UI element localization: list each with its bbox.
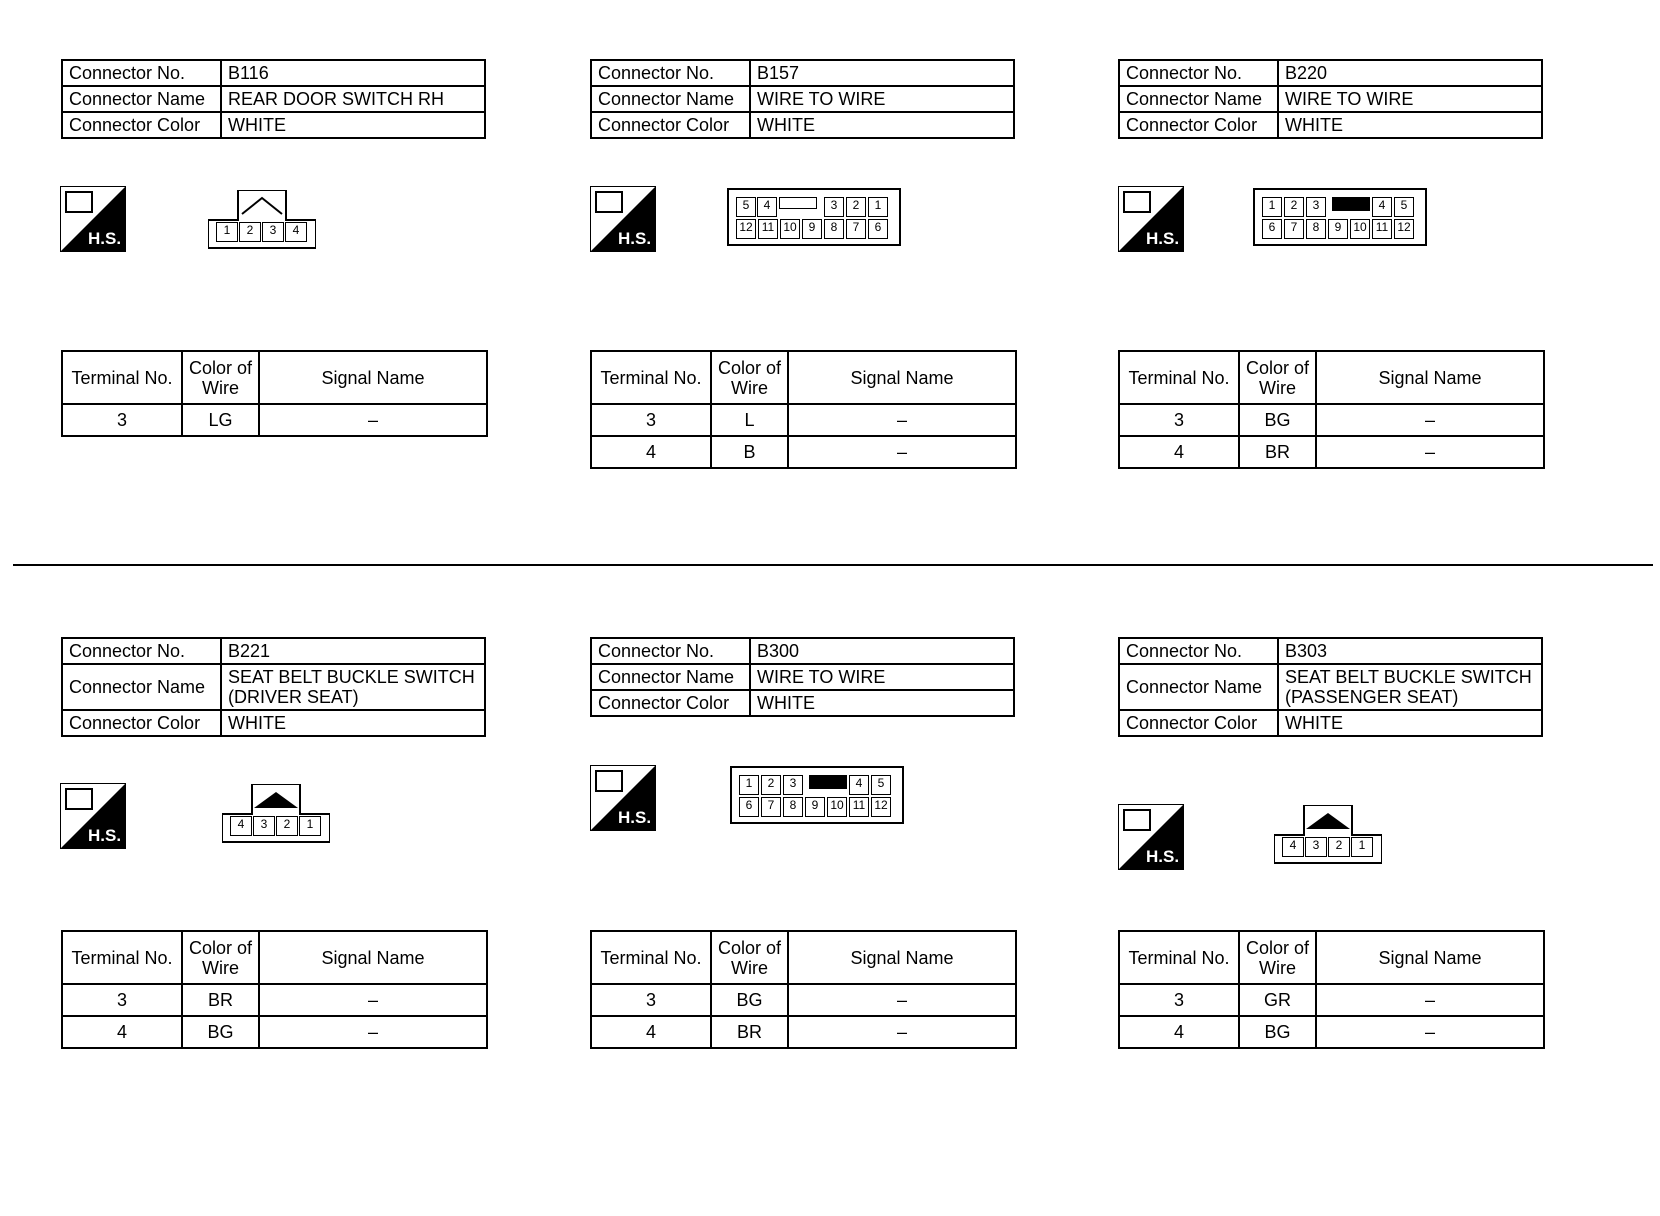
pin: 8: [1306, 219, 1326, 239]
hs-label: H.S.: [1146, 847, 1180, 866]
terminal-no: 4: [591, 436, 711, 468]
header-color-of-wire: Color of Wire: [182, 351, 259, 404]
keyway-block: [1332, 197, 1370, 211]
connector-info-b300: [590, 637, 1015, 717]
pin-blank: [779, 197, 817, 209]
connector-color-value: WHITE: [750, 690, 1014, 716]
table-row: [1119, 404, 1544, 436]
pin: 2: [1284, 197, 1304, 217]
connector-face-b300: [730, 766, 904, 824]
header-color-of-wire: Color of Wire: [1239, 931, 1316, 984]
label-connector-color: Connector Color: [591, 112, 750, 138]
header-signal-name: Signal Name: [1316, 931, 1544, 984]
pin: 4: [1372, 197, 1392, 217]
connector-color-value: WHITE: [1278, 710, 1542, 736]
connector-face-b116: [208, 190, 316, 250]
pin: 3: [824, 197, 844, 217]
pin: 10: [780, 219, 800, 239]
connector-no-value: B220: [1278, 60, 1542, 86]
label-connector-name: Connector Name: [62, 86, 221, 112]
wire-color: BG: [711, 984, 788, 1016]
pin: 12: [1394, 219, 1414, 239]
section-divider: [13, 564, 1653, 566]
wire-color: GR: [1239, 984, 1316, 1016]
pin: 4: [1282, 837, 1304, 857]
signal-name: –: [788, 1016, 1016, 1048]
pin: 7: [846, 219, 866, 239]
signal-name: –: [259, 1016, 487, 1048]
connector-color-value: WHITE: [750, 112, 1014, 138]
pin: 9: [1328, 219, 1348, 239]
pin: 2: [846, 197, 866, 217]
harness-side-icon: [590, 186, 656, 252]
connector-info-b221: [61, 637, 486, 737]
signal-name: –: [1316, 1016, 1544, 1048]
signal-name: –: [788, 404, 1016, 436]
table-row: [591, 436, 1016, 468]
pin: 12: [736, 219, 756, 239]
terminal-no: 3: [1119, 404, 1239, 436]
pin: 4: [230, 816, 252, 836]
label-connector-no: Connector No.: [1119, 638, 1278, 664]
pin: 4: [285, 222, 307, 242]
connector-no-value: B300: [750, 638, 1014, 664]
pin: 8: [824, 219, 844, 239]
connector-face-b303: [1274, 805, 1382, 865]
label-connector-color: Connector Color: [1119, 710, 1278, 736]
signal-name: –: [788, 436, 1016, 468]
pin: 11: [1372, 219, 1392, 239]
harness-side-icon: [60, 783, 126, 849]
terminal-no: 3: [591, 984, 711, 1016]
terminal-no: 3: [591, 404, 711, 436]
pin: 5: [1394, 197, 1414, 217]
label-connector-color: Connector Color: [62, 112, 221, 138]
connector-name-value: REAR DOOR SWITCH RH: [221, 86, 485, 112]
pin: 6: [868, 219, 888, 239]
connector-no-value: B303: [1278, 638, 1542, 664]
terminal-no: 4: [591, 1016, 711, 1048]
pin: 6: [1262, 219, 1282, 239]
harness-side-icon: [1118, 804, 1184, 870]
label-connector-no: Connector No.: [62, 60, 221, 86]
terminal-no: 3: [1119, 984, 1239, 1016]
label-connector-no: Connector No.: [591, 638, 750, 664]
header-color-of-wire: Color of Wire: [1239, 351, 1316, 404]
terminal-no: 4: [1119, 1016, 1239, 1048]
header-signal-name: Signal Name: [788, 351, 1016, 404]
header-terminal-no: Terminal No.: [1119, 351, 1239, 404]
label-connector-no: Connector No.: [591, 60, 750, 86]
label-connector-name: Connector Name: [1119, 664, 1278, 710]
label-connector-no: Connector No.: [1119, 60, 1278, 86]
pin: 5: [736, 197, 756, 217]
pin: 10: [1350, 219, 1370, 239]
connector-info-b157: [590, 59, 1015, 139]
header-color-of-wire: Color of Wire: [182, 931, 259, 984]
wire-color: B: [711, 436, 788, 468]
connector-name-value: SEAT BELT BUCKLE SWITCH (DRIVER SEAT): [221, 664, 485, 710]
table-row: [62, 1016, 487, 1048]
signal-name: –: [259, 984, 487, 1016]
header-terminal-no: Terminal No.: [62, 931, 182, 984]
pin: 9: [802, 219, 822, 239]
table-row: [591, 984, 1016, 1016]
terminal-no: 4: [1119, 436, 1239, 468]
label-connector-color: Connector Color: [591, 690, 750, 716]
header-terminal-no: Terminal No.: [591, 351, 711, 404]
connector-name-value: WIRE TO WIRE: [750, 664, 1014, 690]
pin: 1: [868, 197, 888, 217]
terminal-no: 4: [62, 1016, 182, 1048]
pin: 2: [1328, 837, 1350, 857]
header-color-of-wire: Color of Wire: [711, 351, 788, 404]
harness-side-icon: [60, 186, 126, 252]
wire-color: BG: [182, 1016, 259, 1048]
pin: 1: [299, 816, 321, 836]
terminal-no: 3: [62, 404, 182, 436]
connector-face-b221: [222, 784, 330, 844]
header-signal-name: Signal Name: [259, 351, 487, 404]
wire-color: BR: [711, 1016, 788, 1048]
connector-info-b220: [1118, 59, 1543, 139]
header-terminal-no: Terminal No.: [591, 931, 711, 984]
header-terminal-no: Terminal No.: [1119, 931, 1239, 984]
pin: 12: [871, 797, 891, 817]
connector-info-b303: [1118, 637, 1543, 737]
pin: 2: [239, 222, 261, 242]
wire-color: BG: [1239, 404, 1316, 436]
connector-no-value: B157: [750, 60, 1014, 86]
terminal-table-b116: [61, 350, 488, 437]
header-terminal-no: Terminal No.: [62, 351, 182, 404]
pin: 2: [761, 775, 781, 795]
pin: 10: [827, 797, 847, 817]
connector-no-value: B116: [221, 60, 485, 86]
pin: 3: [262, 222, 284, 242]
pin: 7: [1284, 219, 1304, 239]
pin: 1: [739, 775, 759, 795]
hs-label: H.S.: [1146, 229, 1180, 248]
pin: 9: [805, 797, 825, 817]
connector-info-b116: [61, 59, 486, 139]
label-connector-no: Connector No.: [62, 638, 221, 664]
signal-name: –: [1316, 436, 1544, 468]
terminal-no: 3: [62, 984, 182, 1016]
connector-face-b220: [1253, 188, 1427, 246]
label-connector-color: Connector Color: [62, 710, 221, 736]
pin: 3: [1305, 837, 1327, 857]
table-row: [62, 984, 487, 1016]
pin: 11: [758, 219, 778, 239]
signal-name: –: [788, 984, 1016, 1016]
label-connector-name: Connector Name: [591, 86, 750, 112]
pin: 7: [761, 797, 781, 817]
pin: 8: [783, 797, 803, 817]
wire-color: L: [711, 404, 788, 436]
harness-side-icon: [1118, 186, 1184, 252]
signal-name: –: [1316, 404, 1544, 436]
terminal-table-b220: [1118, 350, 1545, 469]
pin: 2: [276, 816, 298, 836]
hs-label: H.S.: [88, 229, 122, 248]
table-row: [62, 404, 487, 436]
label-connector-name: Connector Name: [591, 664, 750, 690]
pin: 3: [783, 775, 803, 795]
pin: 1: [216, 222, 238, 242]
pin: 3: [253, 816, 275, 836]
table-row: [1119, 436, 1544, 468]
hs-label: H.S.: [88, 826, 122, 845]
connector-color-value: WHITE: [1278, 112, 1542, 138]
table-row: [591, 404, 1016, 436]
label-connector-name: Connector Name: [1119, 86, 1278, 112]
connector-name-value: SEAT BELT BUCKLE SWITCH (PASSENGER SEAT): [1278, 664, 1542, 710]
keyway-block: [809, 775, 847, 789]
pin: 1: [1262, 197, 1282, 217]
header-color-of-wire: Color of Wire: [711, 931, 788, 984]
pin: 3: [1306, 197, 1326, 217]
wire-color: LG: [182, 404, 259, 436]
header-signal-name: Signal Name: [259, 931, 487, 984]
connector-color-value: WHITE: [221, 710, 485, 736]
signal-name: –: [259, 404, 487, 436]
hs-label: H.S.: [618, 808, 652, 827]
wire-color: BR: [1239, 436, 1316, 468]
hs-label: H.S.: [618, 229, 652, 248]
terminal-table-b221: [61, 930, 488, 1049]
pin: 6: [739, 797, 759, 817]
pin: 4: [849, 775, 869, 795]
header-signal-name: Signal Name: [1316, 351, 1544, 404]
label-connector-name: Connector Name: [62, 664, 221, 710]
terminal-table-b157: [590, 350, 1017, 469]
table-row: [1119, 1016, 1544, 1048]
pin: 11: [849, 797, 869, 817]
terminal-table-b303: [1118, 930, 1545, 1049]
pin: 5: [871, 775, 891, 795]
wire-color: BR: [182, 984, 259, 1016]
label-connector-color: Connector Color: [1119, 112, 1278, 138]
connector-no-value: B221: [221, 638, 485, 664]
connector-color-value: WHITE: [221, 112, 485, 138]
pin: 1: [1351, 837, 1373, 857]
connector-name-value: WIRE TO WIRE: [750, 86, 1014, 112]
harness-side-icon: [590, 765, 656, 831]
table-row: [591, 1016, 1016, 1048]
header-signal-name: Signal Name: [788, 931, 1016, 984]
connector-name-value: WIRE TO WIRE: [1278, 86, 1542, 112]
wire-color: BG: [1239, 1016, 1316, 1048]
terminal-table-b300: [590, 930, 1017, 1049]
connector-face-b157: [727, 188, 901, 246]
pin: 4: [757, 197, 777, 217]
signal-name: –: [1316, 984, 1544, 1016]
table-row: [1119, 984, 1544, 1016]
